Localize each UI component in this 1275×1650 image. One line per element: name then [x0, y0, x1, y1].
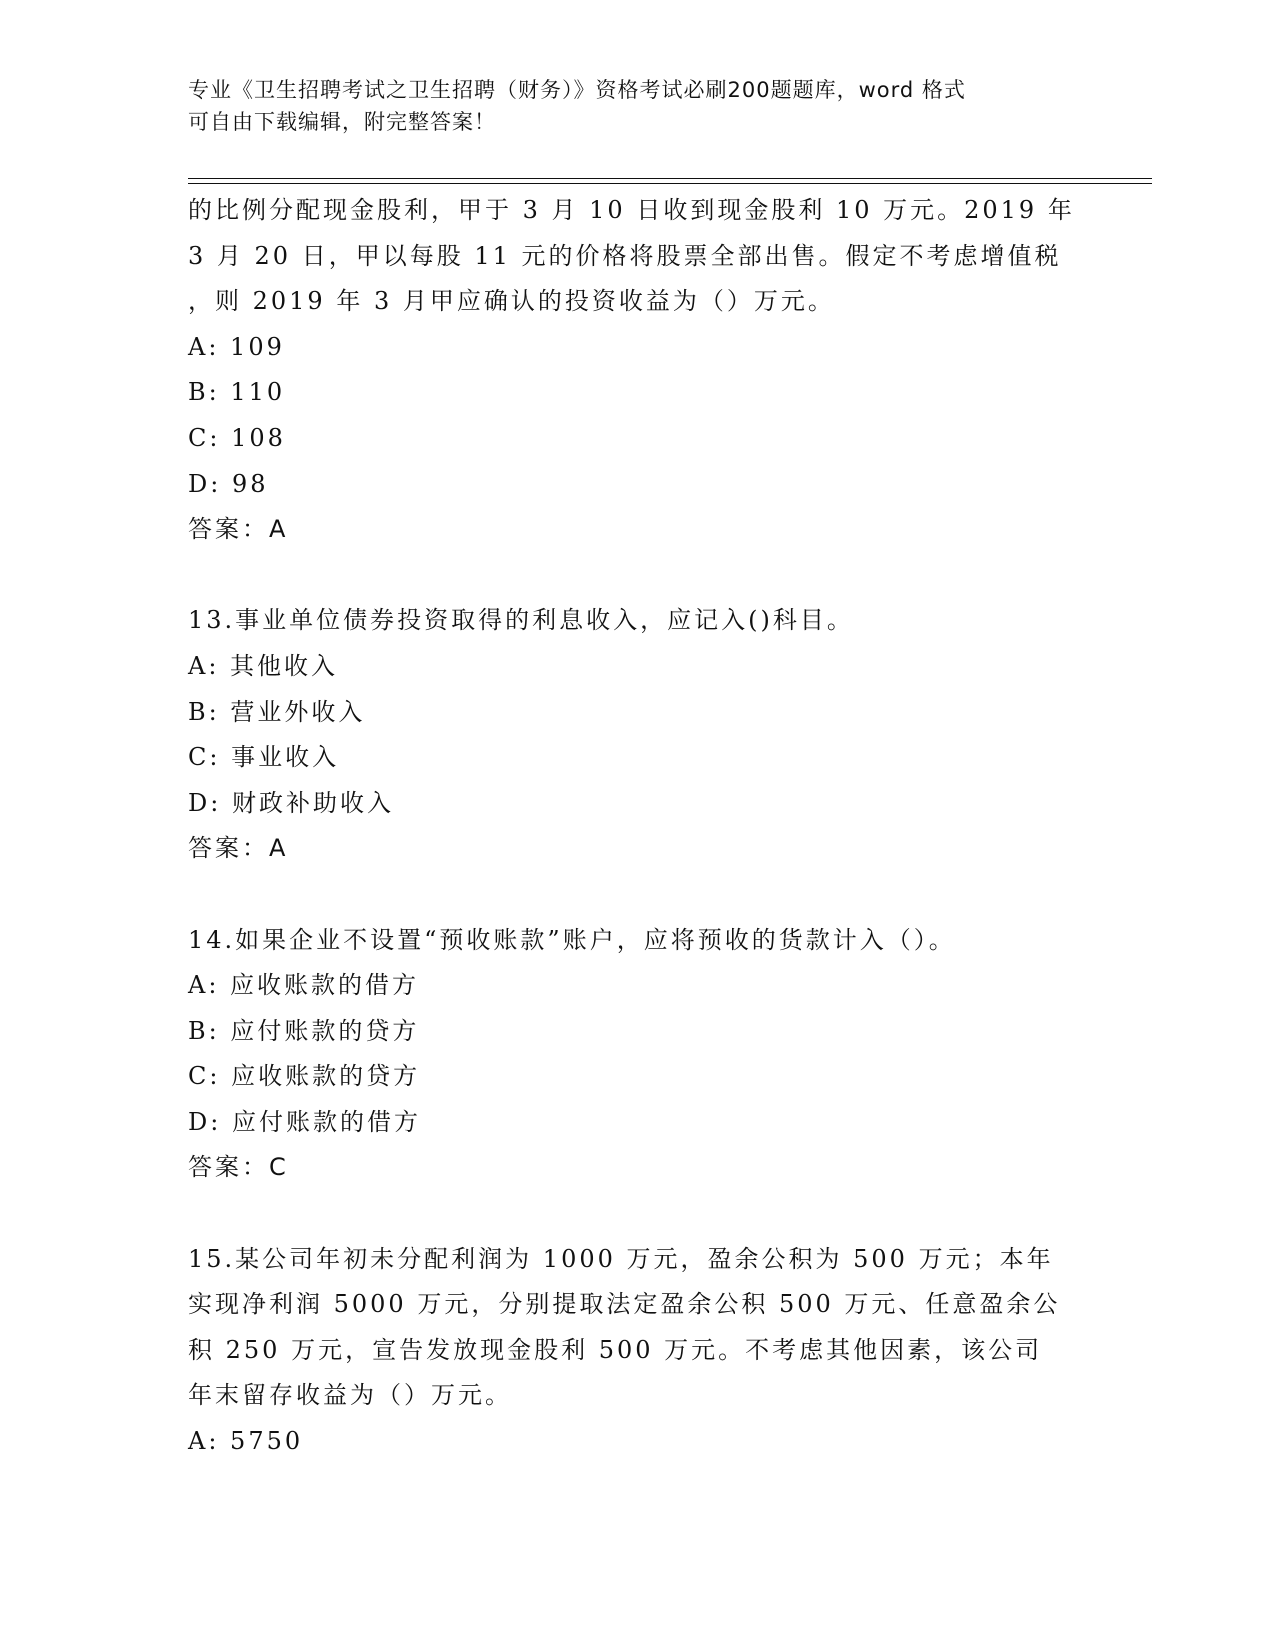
option-d: D: 应付账款的借方: [188, 1107, 421, 1136]
option-b: B: 应付账款的贷方: [188, 1016, 420, 1045]
question-stem: 14.如果企业不设置“预收账款”账户，应将预收的货款计入（）。: [188, 925, 956, 954]
question-stem-line: 的比例分配现金股利，甲于 3 月 10 日收到现金股利 10 万元。2019 年: [188, 196, 1075, 224]
option-b: B: 营业外收入: [188, 697, 366, 726]
question-stem-line: 积 250 万元，宣告发放现金股利 500 万元。不考虑其他因素，该公司: [188, 1335, 1043, 1364]
option-a: A: 109: [188, 332, 285, 361]
question-stem-line: ，则 2019 年 3 月甲应确认的投资收益为（）万元。: [188, 287, 835, 316]
answer-line: 答案：C: [188, 1153, 289, 1182]
header-title-line-2: 可自由下载编辑，附完整答案！: [188, 110, 496, 134]
option-a: A: 应收账款的借方: [188, 971, 420, 1000]
option-b: B: 110: [188, 378, 286, 407]
option-c: C: 应收账款的贷方: [188, 1062, 421, 1091]
header-divider-top: [188, 178, 1152, 179]
question-15: [188, 1237, 1088, 1465]
option-c: C: 事业收入: [188, 743, 340, 772]
question-spacer: [188, 872, 1088, 918]
answer-line: 答案：A: [188, 515, 289, 544]
question-spacer: [188, 1191, 1088, 1237]
option-d: D: 财政补助收入: [188, 788, 394, 817]
option-a: A: 5750: [188, 1427, 304, 1456]
question-stem: 13.事业单位债券投资取得的利息收入，应记入()科目。: [188, 606, 854, 635]
header-title-line-1: 专业《卫生招聘考试之卫生招聘（财务）》资格考试必刷200题题库，word 格式: [188, 78, 966, 102]
option-c: C: 108: [188, 423, 286, 452]
question-stem-line: 3 月 20 日，甲以每股 11 元的价格将股票全部出售。假定不考虑增值税: [188, 241, 1062, 270]
question-stem-line: 15.某公司年初未分配利润为 1000 万元，盈余公积为 500 万元；本年: [188, 1244, 1054, 1273]
question-12: [188, 188, 1088, 553]
question-13: [188, 598, 1088, 872]
document-header: [188, 74, 1088, 138]
question-stem-line: 实现净利润 5000 万元，分别提取法定盈余公积 500 万元、任意盈余公: [188, 1290, 1061, 1319]
document-body: [188, 188, 1088, 1465]
header-divider-bottom: [188, 183, 1152, 184]
question-stem-line: 年末留存收益为（）万元。: [188, 1381, 512, 1410]
option-a: A: 其他收入: [188, 651, 339, 680]
answer-line: 答案：A: [188, 834, 289, 863]
option-d: D: 98: [188, 469, 269, 498]
question-14: [188, 918, 1088, 1192]
question-spacer: [188, 553, 1088, 599]
